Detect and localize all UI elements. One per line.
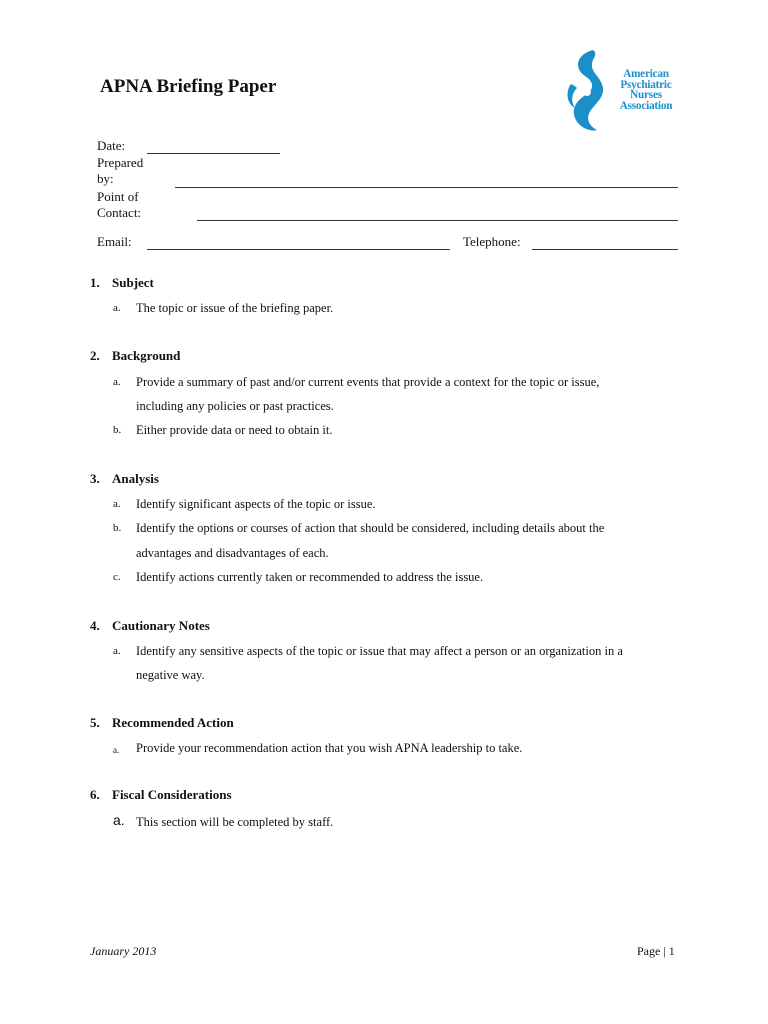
- date-field[interactable]: [147, 153, 280, 154]
- section-5-heading: [90, 715, 234, 731]
- section-number: 4.: [90, 618, 100, 633]
- section-3-heading: [90, 471, 159, 487]
- telephone-label: Telephone:: [463, 234, 521, 249]
- logo-line-3: Nurses: [630, 89, 662, 101]
- section-number: 5.: [90, 715, 100, 730]
- page-number-value: 1: [668, 944, 675, 958]
- point-of-contact-label-line1: Point of: [97, 189, 139, 204]
- section-title: Subject: [112, 275, 154, 290]
- list-item-continuation: advantages and disadvantages of each.: [136, 546, 329, 560]
- telephone-field[interactable]: [532, 249, 678, 250]
- swirl-logo-icon: [563, 48, 615, 134]
- section-number: 1.: [90, 275, 100, 290]
- prepared-by-label-line1: Prepared: [97, 155, 144, 170]
- section-number: 2.: [90, 348, 100, 363]
- section-1-heading: [90, 275, 154, 291]
- page-label: Page: [637, 944, 661, 958]
- page-title: APNA Briefing Paper: [100, 76, 277, 97]
- email-field[interactable]: [147, 249, 450, 250]
- section-2-heading: [90, 348, 180, 364]
- section-6-heading: [90, 787, 232, 803]
- date-label: Date:: [97, 138, 126, 153]
- footer-date: January 2013: [90, 944, 157, 958]
- section-title: Fiscal Considerations: [112, 787, 232, 802]
- point-of-contact-label-line2: Contact:: [97, 205, 142, 220]
- page-number: Page | 1: [637, 944, 675, 958]
- logo-line-4: Association: [619, 99, 673, 112]
- prepared-by-field[interactable]: [175, 187, 678, 188]
- logo-line-1: American: [623, 68, 669, 80]
- apna-logo: [563, 48, 679, 134]
- logo-line-2: Psychiatric: [620, 78, 672, 91]
- point-of-contact-field[interactable]: [197, 220, 678, 221]
- section-4-heading: [90, 618, 210, 634]
- list-item-continuation: including any policies or past practices.: [136, 399, 334, 413]
- section-number: 3.: [90, 471, 100, 486]
- section-number: 6.: [90, 787, 100, 802]
- section-title: Recommended Action: [112, 715, 234, 730]
- prepared-by-label-line2: by:: [97, 171, 114, 186]
- list-item-continuation: negative way.: [136, 668, 205, 682]
- section-title: Cautionary Notes: [112, 618, 210, 633]
- email-label: Email:: [97, 234, 132, 249]
- section-title: Analysis: [112, 471, 159, 486]
- logo-text: [613, 69, 679, 111]
- section-title: Background: [112, 348, 181, 363]
